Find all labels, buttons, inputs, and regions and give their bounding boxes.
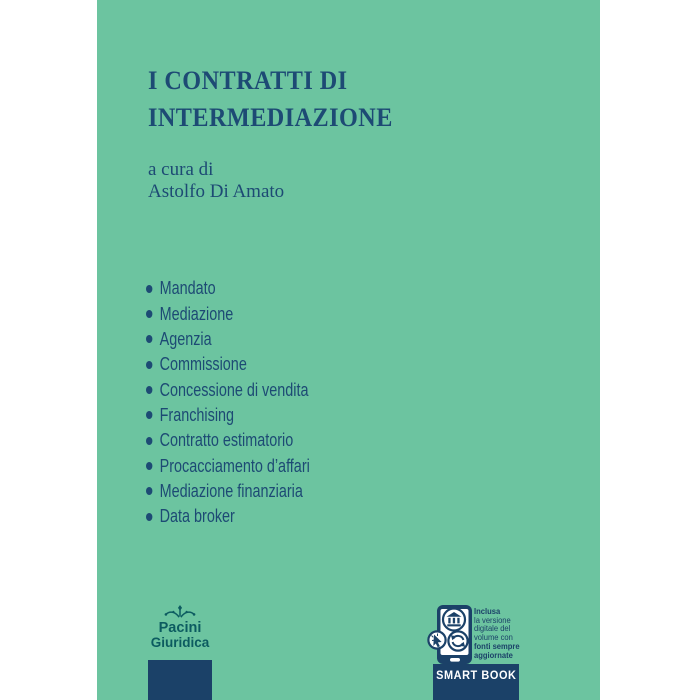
byline (148, 159, 284, 202)
bullet-icon (146, 310, 152, 318)
bullet-icon (146, 386, 152, 394)
blurb-line: volume con (474, 633, 513, 643)
bullet-icon (146, 437, 152, 445)
topic-item (146, 352, 310, 377)
topic-item (146, 428, 310, 453)
publisher-division: Giuridica (150, 634, 210, 650)
bullet-icon (146, 335, 152, 343)
topic-label: Mediazione (159, 303, 234, 324)
topic-label: Mandato (159, 278, 216, 299)
bullet-icon (146, 462, 152, 470)
topic-item (146, 377, 310, 402)
bullet-icon (146, 487, 152, 495)
refresh-arrows-icon (448, 631, 467, 650)
publisher-ornament-icon (164, 605, 196, 620)
publisher-color-bar (148, 660, 212, 700)
topic-item (146, 479, 310, 504)
smartbook-device-icon (427, 604, 473, 665)
topic-item (146, 403, 310, 428)
topic-item (146, 301, 310, 326)
blurb-line: digitale del (474, 624, 511, 634)
topics-list (146, 276, 310, 529)
blurb-line: Inclusa (474, 607, 501, 616)
topic-item (146, 453, 310, 478)
book-title (148, 62, 393, 136)
byline-prefix: a cura di (148, 159, 214, 180)
topic-label: Mediazione finanziaria (159, 480, 303, 501)
topic-label: Franchising (159, 404, 235, 425)
topic-label: Commissione (159, 354, 247, 375)
blurb-line: aggiornate (474, 650, 513, 660)
publisher-name: Pacini (158, 620, 202, 636)
book-title-line2: INTERMEDIAZIONE (148, 103, 393, 132)
bullet-icon (146, 411, 152, 419)
publisher-logo (148, 605, 212, 650)
bullet-icon (146, 361, 152, 369)
topic-label: Data broker (159, 506, 235, 527)
bullet-icon (146, 513, 152, 521)
topic-item (146, 504, 310, 529)
topic-item (146, 276, 310, 301)
smartbook-blurb (474, 608, 520, 660)
topic-label: Agenzia (159, 328, 212, 349)
smartbook-promo (427, 604, 527, 700)
book-cover (97, 0, 600, 700)
bullet-icon (146, 285, 152, 293)
topic-label: Procacciamento d’affari (159, 455, 310, 476)
topic-label: Contratto estimatorio (159, 430, 294, 451)
topic-item (146, 327, 310, 352)
blurb-line: fonti sempre (474, 641, 520, 651)
editor-name: Astolfo Di Amato (148, 180, 285, 202)
book-title-line1: I CONTRATTI DI (148, 66, 348, 95)
smartbook-badge (433, 664, 519, 700)
blurb-line: la versione (474, 615, 511, 625)
topic-label: Concessione di vendita (159, 379, 309, 400)
smartbook-badge-label: SMART BOOK (435, 670, 517, 682)
